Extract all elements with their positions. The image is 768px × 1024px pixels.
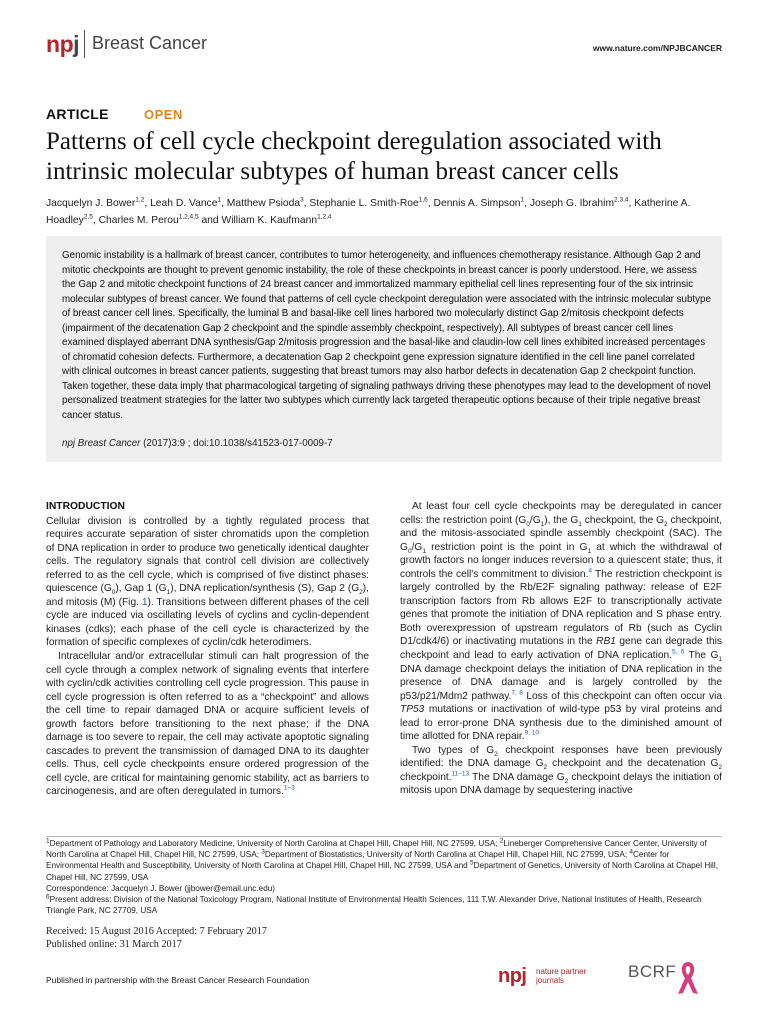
author-name: Matthew Psioda xyxy=(226,198,301,209)
partner-line-1: nature partner xyxy=(536,967,587,976)
author-list: Jacquelyn J. Bower$^{1,2}$, Leah D. Vance$^1$, Matthew Psioda$^3$, Stephanie L. Smith-Roe$^{1,6}$, Dennis A. Simpson$^1$, Joseph G. Ibrahim$^{2,3,4}$, Katherine A. Hoadley$^{2,5}$, Charles M. Perou$^{1,2,4,5}$ and William K. Kaufmann$^{1,2,4}$ xyxy=(46,196,691,226)
present-address-footnote: $^6$Present address: Division of the National Toxicology Program, National Institute of Environmental Health Sciences, 111 T.W. Alexander Drive, National Institutes of Health, Research Triangle Park, NC 27709, USA xyxy=(46,893,702,916)
correspondence-footnote[interactable]: Correspondence: Jacquelyn J. Bower (jjbower@email.unc.edu) xyxy=(46,883,276,893)
author-name: Joseph G. Ibrahim xyxy=(529,198,615,209)
bcrf-logo: BCRF xyxy=(628,962,677,981)
npj-partner-logo xyxy=(498,965,527,988)
citation-line xyxy=(62,438,333,449)
published-online-date: Published online: 31 March 2017 xyxy=(46,938,182,950)
author-affiliation-sup: 1,2,4,5 xyxy=(178,213,199,221)
author-name: Stephanie L. Smith-Roe xyxy=(309,198,419,209)
affiliations-footnote: $^1$Department of Pathology and Laboratory Medicine, University of North Carolina at Chapel Hill, Chapel Hill, NC 27599, USA; $^2$Lineberger Comprehensive Cancer Center, University of North Carolina at Chapel Hill, Chapel Hill, NC 27599, USA; $^3$Department of Biostatistics, University of North Carolina at Chapel Hill, Chapel Hill, NC 27599, USA; $^4$Center for Environmental Health and Susceptibility, University of North Carolina at Chapel Hill, Chapel Hill, NC 27599, USA and $^5$Department of Genetics, University of North Carolina at Chapel Hill, Chapel Hill, NC 27599, USA xyxy=(46,837,718,882)
abstract-text: Genomic instability is a hallmark of breast cancer, contributes to tumor heterogeneity, and influences chemotherapy resistance. Although Gap 2 and mitotic checkpoints are thought to prevent genomic instability, the role of these checkpoints in breast cancer is poorly understood. Here, we assess the Gap 2 and mitotic checkpoint functions of 24 breast cancer and immortalized mammary epithelial cell lines representing four of the six intrinsic molecular subtypes of breast cancer. We found that patterns of cell cycle checkpoint deregulation were associated with the intrinsic molecular subtype of breast cancer cell lines. Specifically, the luminal B and basal-like cell lines harbored two molecularly distinct Gap 2/mitosis checkpoint defects (impairment of the decatenation Gap 2 checkpoint and the spindle assembly checkpoint, respectively). All subtypes of breast cancer cell lines examined displayed aberrant DNA synthesis/Gap 2/mitosis progression and the basal-like and claudin-low cell lines exhibited increased percentages of chromatid cohesion defects. Furthermore, a decatenation Gap 2 checkpoint gene expression signature identified in the cell line panel correlated with clinical outcomes in breast cancer patients, suggesting that breast tumors may also harbor defects in decatenation Gap 2 checkpoint function. Taken together, these data imply that pharmacological targeting of signaling pathways driving these phenotypes may lead to the development of novel personalized treatment strategies for the latter two subtypes which currently lack targeted therapeutic options because of their triple negative breast cancer status. xyxy=(62,250,711,421)
publication-dates xyxy=(46,926,267,951)
npj-logo-p: p xyxy=(59,31,74,57)
nature-partner-journals-text xyxy=(536,967,586,985)
author-affiliation-sup: 2,3,4 xyxy=(614,196,629,204)
body-column-right xyxy=(400,500,722,798)
author-name: Jacquelyn J. Bower xyxy=(46,198,136,209)
right-paragraph-2: Two types of $G_2$ checkpoint responses have been previously identified: the DNA damage $G_2$ checkpoint and the decatenation $G_2$ checkpoint.$^{11-13}$ The DNA damage $G_2$ checkpoint delays the initiation of mitosis upon DNA damage by sequestering inactive xyxy=(400,744,722,797)
open-access-label: OPEN xyxy=(144,107,183,122)
npj-logo xyxy=(46,31,79,58)
section-heading-introduction: INTRODUCTION xyxy=(46,501,125,512)
author-name: Leah D. Vance xyxy=(150,198,218,209)
author-affiliation-sup: 1 xyxy=(217,196,222,204)
npj-partner-logo-mark: npj xyxy=(498,965,527,987)
partnership-note: Published in partnership with the Breast Cancer Research Foundation xyxy=(46,975,310,985)
author-affiliation-sup: 1,2 xyxy=(135,196,145,204)
received-accepted-dates: Received: 15 August 2016 Accepted: 7 February 2017 xyxy=(46,926,267,937)
author-affiliation-sup: 1 xyxy=(520,196,525,204)
intro-paragraph-1: Cellular division is controlled by a tightly regulated process that requires accurate separation of sister chromatids upon the completion of DNA replication in order to produce two genetically identical daughter cells. The regulatory signals that control cell division are collectively referred to as the cell cycle, which is comprised of five distinct phases: quiescence $(G_0)$, Gap 1 $(G_1)$, DNA replication/synthesis (S), Gap 2 $(G_2)$, and mitosis (M) (Fig. 1). Transitions between different phases of the cell cycle are induced via oscillating levels of cyclins and cyclin-dependent kinases (cdks); each phase of the cell cycle is characterized by the formation of specific complexes of cyclin/cdk heterodimers. xyxy=(46,515,370,649)
citation-doi[interactable]: (2017)3:9 ; doi:10.1038/s41523-017-0009-7 xyxy=(140,438,333,449)
npj-logo-j: j xyxy=(73,31,80,57)
journal-name: Breast Cancer xyxy=(92,33,208,53)
footnotes xyxy=(46,838,722,916)
body-column-left xyxy=(46,500,369,799)
article-type-label: ARTICLE xyxy=(46,106,109,122)
article-title: Patterns of cell cycle checkpoint deregulation associated with intrinsic molecular subtypes of human breast cancer cells xyxy=(46,128,662,185)
header-divider xyxy=(84,30,85,58)
author-name: Charles M. Perou xyxy=(98,215,179,226)
pink-ribbon-icon xyxy=(675,960,701,996)
author-affiliation-sup: 1,6 xyxy=(418,196,428,204)
author-name: Dennis A. Simpson xyxy=(433,198,521,209)
npj-logo-n: n xyxy=(46,31,60,57)
author-affiliation-sup: 1,2,4 xyxy=(317,213,332,221)
partner-line-2: journals xyxy=(536,976,565,985)
author-affiliation-sup: 3 xyxy=(300,196,304,204)
intro-paragraph-2: Intracellular and/or extracellular stimuli can halt progression of the cell cycle through a complex network of signaling events that interfere with cyclin/cdk activities controlling cell cycle progression. This pause in cell cycle progression is often referred to as a “checkpoint” and allows the cell time to repair damaged DNA or acquire sufficient levels of growth factors before transitioning to the next phase; if the DNA damage is too severe to repair, the cell may activate apoptotic signaling cascades to prevent the transmission of damaged DNA to its daughter cells. Thus, cell cycle checkpoints ensure ordered progression of the cell cycle, are critical for maintaining genomic stability, act as barriers to carcinogenesis, and are often deregulated in tumors.$^{1-3}$ xyxy=(46,651,369,798)
footnote-rule xyxy=(46,836,722,837)
right-paragraph-1: At least four cell cycle checkpoints may be deregulated in cancer cells: the restriction point $(G_0/G_1)$, the $G_1$ checkpoint, the $G_2$ checkpoint, and the mitosis-associated spindle assembly checkpoint (SAC). The $G_0/G_1$ restriction point is the point in $G_1$ at which the withdrawal of growth factors no longer induces reversion to a quiescent state; thus, it controls the cell's commitment to division.$^4$ The restriction checkpoint is largely controlled by the Rb/E2F signaling pathway: release of E2F transcription factors from Rb allows E2F to transcriptionally activate genes that promote the initiation of DNA replication and S phase entry. Both overexpression of upstream regulators of Rb (such as Cyclin D1/cdk4/6) or inactivating mutations in the RB1 gene can degrade this checkpoint and lead to early activation of DNA replication.$^{5, 6}$ The $G_1$ DNA damage checkpoint delays the initiation of DNA replication in the presence of DNA damage and is largely controlled by the p53/p21/Mdm2 pathway.$^{7, 8}$ Loss of this checkpoint can often occur via TP53 mutations or inactivation of wild-type p53 by viral proteins and lead to error-prone DNA synthesis due to the diminished amount of time allotted for DNA repair.$^{9, 10}$ xyxy=(400,501,723,743)
journal-url[interactable]: www.nature.com/NPJBCANCER xyxy=(592,43,722,53)
author-affiliation-sup: 2,5 xyxy=(83,213,93,221)
citation-journal: npj Breast Cancer xyxy=(62,438,141,449)
author-name: William K. Kaufmann xyxy=(221,215,318,226)
author-name: Katherine A. Hoadley xyxy=(46,198,691,226)
